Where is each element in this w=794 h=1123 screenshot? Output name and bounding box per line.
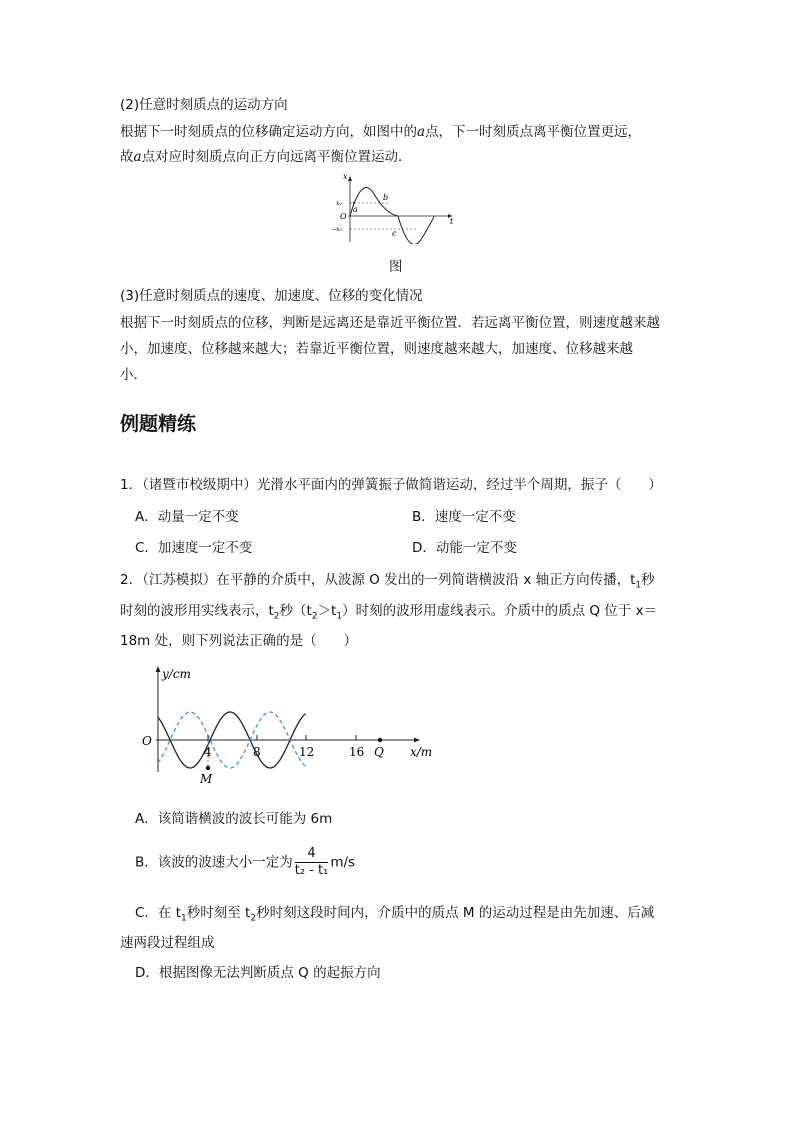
section3-line1: 根据下一时刻质点的位移，判断是远离还是靠近平衡位置．若远离平衡位置，则速度越来越 — [120, 315, 660, 331]
text: 时刻的波形用实线表示，t — [120, 603, 274, 619]
figure2-point-m — [206, 766, 210, 770]
q2-stem-line2 — [120, 600, 657, 628]
text: 秒（t — [279, 603, 312, 619]
section3-line3: 小． — [120, 367, 147, 383]
q2-stem-line1 — [120, 569, 655, 597]
figure2-tick-label-8: 8 — [253, 745, 261, 759]
figure1-a-label: a — [353, 205, 358, 214]
q2-stem-line3: 18m 处，则下列说法正确的是（ ） — [120, 633, 358, 649]
section2-title: (2)任意时刻质点的运动方向 — [120, 97, 288, 113]
fraction — [295, 846, 329, 879]
figure1-x-arrow — [348, 176, 352, 181]
text: C．在 t — [135, 905, 182, 921]
q2-option-b — [135, 846, 355, 879]
point-a-label: a — [417, 124, 426, 140]
figure2-tick-label-12: 12 — [299, 745, 315, 759]
section3-line2: 小，加速度、位移越来越大；若靠近平衡位置，则速度越来越大，加速度、位移越来越 — [120, 341, 633, 357]
figure1-t-label: t — [450, 217, 454, 226]
figure1-negx0-label: −x₀ — [331, 226, 342, 233]
subscript: 2 — [311, 611, 318, 622]
figure1-origin-label: O — [340, 212, 347, 221]
text: 故 — [120, 149, 134, 165]
figure2-x-arrow — [414, 738, 420, 743]
figure1-point-a — [353, 202, 355, 204]
q1-stem: 1．（诸暨市校级期中）光滑水平面内的弹簧振子做简谐运动，经过半个周期，振子（ ） — [120, 477, 662, 493]
figure2-tick-label-4: 4 — [204, 745, 212, 759]
figure2-origin-label: O — [142, 734, 152, 748]
figure1-b-label: b — [383, 193, 389, 202]
q1-option-a: A．动量一定不变 — [135, 509, 239, 525]
point-a-label: a — [133, 149, 142, 165]
q2-option-d: D．根据图像无法判断质点 Q 的起振方向 — [135, 965, 381, 981]
fraction-denominator: t₂ - t₁ — [294, 863, 329, 878]
subscript: 1 — [336, 611, 343, 622]
subscript: 2 — [250, 913, 257, 924]
figure1-x0-label: x₀ — [336, 200, 342, 207]
q1-option-b: B．速度一定不变 — [412, 509, 516, 525]
text: ＞t — [317, 603, 337, 619]
section2-line1 — [120, 121, 641, 143]
figure1-x-label: x — [343, 172, 348, 181]
text: 秒时刻至 t — [186, 905, 251, 921]
q1-option-c: C．加速度一定不变 — [135, 540, 253, 556]
figure2-y-label: y/cm — [162, 667, 191, 681]
text: m/s — [330, 854, 356, 871]
section3-title: (3)任意时刻质点的速度、加速度、位移的变化情况 — [120, 288, 423, 304]
text: 根据下一时刻质点的位移确定运动方向，如图中的 — [120, 124, 417, 140]
figure2-wave-diagram — [138, 662, 438, 787]
figure2-q-label: Q — [374, 745, 384, 759]
subscript: 2 — [273, 611, 280, 622]
text: 2．（江苏模拟）在平静的介质中，从波源 O 发出的一列简谐横波沿 x 轴正方向传播，t — [120, 572, 636, 588]
text: 点对应时刻质点向正方向远离平衡位置运动． — [141, 149, 412, 165]
text: 秒时刻这段时间内，介质中的质点 M 的运动过程是由先加速、后减 — [256, 905, 655, 921]
text: B．该波的波速大小一定为 — [135, 854, 293, 871]
text: ）时刻的波形用虚线表示。介质中的质点 Q 位于 x＝ — [342, 603, 658, 619]
text: 点，下一时刻质点离平衡位置更远， — [425, 124, 642, 140]
figure2-x-label: x/m — [410, 745, 433, 759]
q2-option-c-line2: 速两段过程组成 — [120, 935, 215, 951]
section2-line2 — [120, 146, 412, 168]
figure2-m-label: M — [200, 772, 213, 786]
figure1-c-label: c — [392, 229, 397, 238]
q2-option-c-line1 — [135, 902, 654, 930]
q2-option-a: A．该简谐横波的波长可能为 6m — [135, 811, 333, 827]
q1-option-d: D．动能一定不变 — [412, 540, 517, 556]
figure2-y-arrow — [156, 666, 161, 672]
section-heading: 例题精练 — [120, 413, 197, 435]
figure2-tick-label-16: 16 — [349, 745, 365, 759]
figure1-sine-diagram — [330, 172, 460, 244]
subscript: 1 — [635, 580, 642, 591]
text: 秒 — [641, 572, 655, 588]
fraction-numerator: 4 — [295, 846, 329, 863]
figure2-point-q — [378, 738, 382, 742]
figure1-caption: 图 — [389, 259, 403, 275]
subscript: 1 — [181, 913, 187, 924]
